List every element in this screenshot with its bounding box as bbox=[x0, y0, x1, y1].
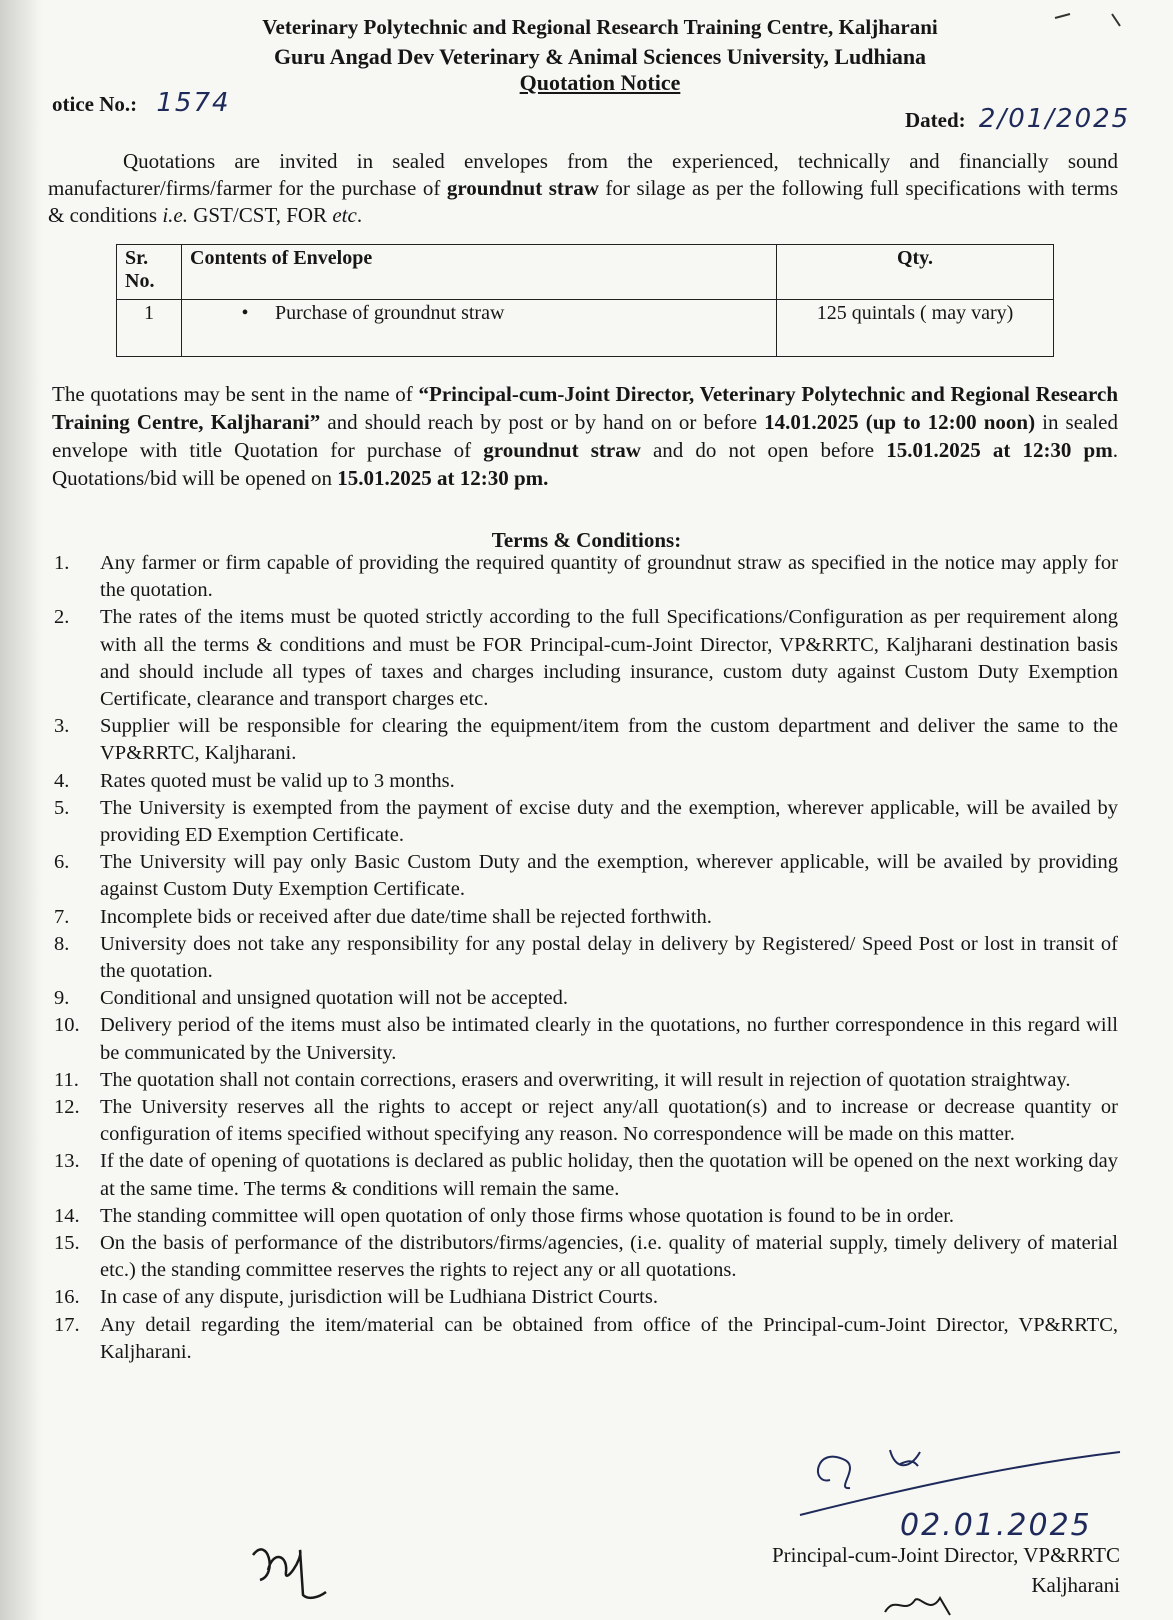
term-number: 14. bbox=[54, 1204, 80, 1227]
term-item bbox=[54, 1148, 1118, 1202]
term-text: In case of any dispute, jurisdiction will be Ludhiana District Courts. bbox=[100, 1286, 658, 1309]
term-item bbox=[54, 1230, 1118, 1284]
term-text: The University is exempted from the payment of excise duty and the exemption, wherever applicable, will be availed by providing ED Exemption Certificate. bbox=[100, 796, 1118, 847]
term-text: The rates of the items must be quoted strictly according to the full Specifications/Configuration as per requirement along with all the terms & conditions and must be FOR Principal-cum-Joint Director, VP&RRTC, Kaljharani destination basis and should include all types of taxes and charges including insurance, custom duty against Custom Duty Exemption Certificate, clearance and transport charges etc. bbox=[100, 606, 1118, 711]
term-item bbox=[54, 604, 1118, 713]
initials-scribble bbox=[248, 1540, 328, 1610]
signature-date: 02.01.2025 bbox=[900, 1508, 1092, 1543]
signatory-place: Kaljharani bbox=[1031, 1573, 1120, 1597]
table-row bbox=[117, 300, 1054, 357]
intro-text: GST/CST, FOR bbox=[188, 203, 333, 227]
header-contents: Contents of Envelope bbox=[182, 245, 777, 300]
notice-number-label: otice No.: bbox=[52, 92, 138, 116]
term-text: University does not take any responsibility for any postal delay in delivery by Registered/ Speed Post or lost in transit of the quotation. bbox=[100, 932, 1118, 983]
intro-text: . bbox=[356, 203, 363, 227]
term-number: 13. bbox=[54, 1150, 80, 1173]
term-item bbox=[54, 985, 1118, 1012]
term-text: Any detail regarding the item/material can be obtained from office of the Principal-cum-Joint Director, VP&RRTC, Kaljharani. bbox=[100, 1313, 1118, 1363]
term-number: 11. bbox=[54, 1068, 79, 1091]
term-number: 5. bbox=[54, 796, 70, 819]
notice-number bbox=[52, 88, 231, 118]
term-item bbox=[54, 1312, 1118, 1366]
intro-italic: etc bbox=[332, 203, 357, 227]
para-text: and should reach by post or by hand on or before bbox=[320, 410, 765, 434]
term-item bbox=[54, 768, 1118, 795]
item-text: Purchase of groundnut straw bbox=[275, 302, 505, 324]
intro-text: Quotations are invited in sealed envelopes from the experienced, technically and financially sound manufacturer/firms/farmer for the purchase of bbox=[48, 149, 1118, 200]
term-text: On the basis of performance of the distributors/firms/agencies, (i.e. quality of material supply, timely delivery of material etc.) the standing committee reserves the rights to reject any or all quotations. bbox=[100, 1232, 1118, 1282]
term-text: Rates quoted must be valid up to 3 months. bbox=[100, 769, 455, 792]
term-text: Supplier will be responsible for clearing the equipment/item from the custom department and deliver the same to the VP&RRTC, Kaljharani. bbox=[100, 715, 1118, 765]
term-item bbox=[54, 1203, 1118, 1230]
notice-date bbox=[905, 104, 1130, 134]
header-qty: Qty. bbox=[777, 245, 1054, 300]
submission-paragraph bbox=[52, 380, 1118, 492]
page-edge-shadow bbox=[0, 0, 42, 1620]
signatory-designation: Principal-cum-Joint Director, VP&RRTC bbox=[771, 1543, 1120, 1567]
term-item bbox=[54, 904, 1118, 931]
notice-number-value: 1574 bbox=[156, 88, 231, 118]
para-bold: 15.01.2025 at 12:30 pm bbox=[886, 438, 1113, 462]
intro-text: for silage as per the following full specifications with terms & conditions bbox=[48, 176, 1118, 227]
term-number: 17. bbox=[54, 1313, 80, 1336]
term-number: 12. bbox=[54, 1096, 80, 1119]
para-bold: 14.01.2025 (up to 12:00 noon) bbox=[764, 410, 1036, 434]
term-item bbox=[54, 550, 1118, 604]
term-number: 3. bbox=[54, 715, 70, 738]
university-name: Guru Angad Dev Veterinary & Animal Sciences University, Ludhiana bbox=[273, 44, 927, 69]
initials-scribble-small bbox=[880, 1590, 980, 1620]
term-item bbox=[54, 713, 1118, 767]
term-text: Delivery period of the items must also be intimated clearly in the quotations, no further correspondence in this regard will be communicated by the University. bbox=[100, 1014, 1118, 1064]
term-number: 15. bbox=[54, 1232, 80, 1255]
items-table bbox=[116, 244, 1054, 357]
bullet-icon: • bbox=[241, 302, 249, 324]
term-text: The quotation shall not contain corrections, erasers and overwriting, it will result in rejection of quotation straightway. bbox=[100, 1068, 1071, 1091]
para-text: The quotations may be sent in the name of bbox=[52, 382, 419, 406]
date-label: Dated: bbox=[905, 108, 966, 132]
para-bold: “Principal-cum-Joint Director, Veterinary Polytechnic and Regional Research Training Centre, Kaljharani” bbox=[52, 382, 1118, 434]
term-number: 8. bbox=[54, 932, 70, 955]
term-number: 9. bbox=[54, 987, 70, 1010]
institute-name: Veterinary Polytechnic and Regional Research Training Centre, Kaljharani bbox=[262, 15, 938, 39]
term-item bbox=[54, 1012, 1118, 1066]
cell-item bbox=[182, 300, 777, 357]
term-number: 16. bbox=[54, 1286, 80, 1309]
term-number: 4. bbox=[54, 769, 70, 792]
intro-italic: i.e. bbox=[162, 203, 188, 227]
term-item bbox=[54, 1284, 1118, 1311]
intro-paragraph bbox=[48, 148, 1118, 229]
term-text: If the date of opening of quotations is declared as public holiday, then the quotation will be opened on the next working day at the same time. The terms & conditions will remain the same. bbox=[100, 1150, 1118, 1200]
document-title: Quotation Notice bbox=[519, 70, 681, 95]
term-number: 6. bbox=[54, 851, 70, 874]
term-item bbox=[54, 1067, 1118, 1094]
term-text: The standing committee will open quotation of only those firms whose quotation is found to be in order. bbox=[100, 1204, 955, 1227]
terms-list bbox=[54, 550, 1118, 1366]
term-text: The University will pay only Basic Custom Duty and the exemption, wherever applicable, will be availed by providing against Custom Duty Exemption Certificate. bbox=[100, 851, 1118, 901]
term-item bbox=[54, 849, 1118, 903]
term-number: 1. bbox=[54, 552, 70, 574]
para-text: in sealed envelope with title Quotation for purchase of bbox=[52, 410, 1118, 462]
para-bold: 15.01.2025 at 12:30 pm. bbox=[337, 466, 549, 490]
term-item bbox=[54, 931, 1118, 985]
term-text: The University reserves all the rights to accept or reject any/all quotation(s) and to increase or decrease quantity or configuration of items specified without specifying any reason. No correspondence will be made on this matter. bbox=[100, 1096, 1118, 1146]
cell-sr: 1 bbox=[117, 300, 182, 357]
term-item bbox=[54, 795, 1118, 849]
header-sr-no: Sr. No. bbox=[117, 245, 182, 300]
term-number: 2. bbox=[54, 606, 70, 629]
term-item bbox=[54, 1094, 1118, 1148]
term-text: Incomplete bids or received after due date/time shall be rejected forthwith. bbox=[100, 905, 712, 928]
table-header-row bbox=[117, 245, 1054, 300]
date-value: 2/01/2025 bbox=[978, 104, 1131, 134]
intro-item-bold: groundnut straw bbox=[446, 176, 599, 200]
term-text: Any farmer or firm capable of providing the required quantity of groundnut straw as specified in the notice may apply for the quotation. bbox=[100, 552, 1118, 602]
cell-qty: 125 quintals ( may vary) bbox=[777, 300, 1054, 357]
para-bold: groundnut straw bbox=[483, 438, 641, 462]
pen-mark bbox=[1050, 10, 1130, 30]
para-text: . Quotations/bid will be opened on bbox=[52, 438, 1118, 490]
para-text: and do not open before bbox=[640, 438, 887, 462]
terms-title: Terms & Conditions: bbox=[491, 528, 682, 552]
term-text: Conditional and unsigned quotation will not be accepted. bbox=[100, 987, 568, 1010]
term-number: 7. bbox=[54, 905, 70, 928]
term-number: 10. bbox=[54, 1014, 80, 1037]
